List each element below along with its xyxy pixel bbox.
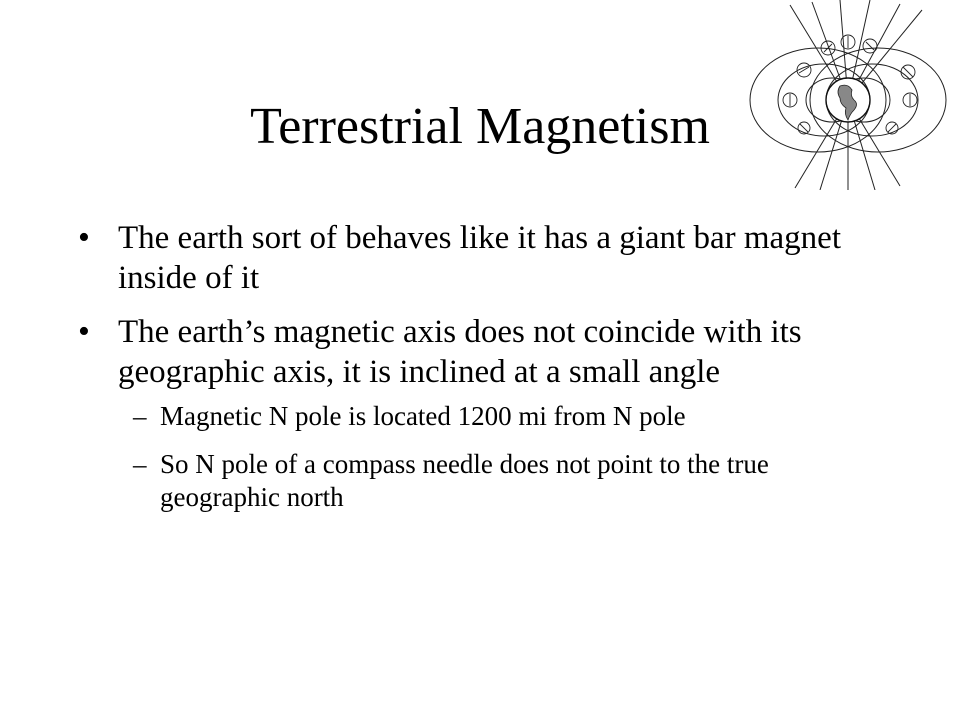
magnetic-field-globe-icon bbox=[740, 0, 955, 190]
bullet-item bbox=[0, 218, 960, 298]
sub-bullet-list bbox=[0, 400, 960, 514]
bullet-list bbox=[0, 218, 960, 529]
sub-bullet-text: Magnetic N pole is located 1200 mi from N pole bbox=[160, 401, 686, 431]
bullet-marker: • bbox=[78, 313, 90, 350]
bullet-text: The earth’s magnetic axis does not coincide with its geographic axis, it is inclined at a small angle bbox=[118, 314, 802, 390]
sub-bullet-text: So N pole of a compass needle does not point to the true geographic north bbox=[160, 449, 769, 512]
sub-bullet-item bbox=[0, 448, 960, 514]
sub-bullet-marker: – bbox=[133, 449, 147, 479]
bullet-text: The earth sort of behaves like it has a giant bar magnet inside of it bbox=[118, 220, 841, 296]
sub-bullet-marker: – bbox=[133, 401, 147, 431]
bullet-item bbox=[0, 312, 960, 514]
slide-title: Terrestrial Magnetism bbox=[250, 98, 710, 155]
bullet-marker: • bbox=[78, 219, 90, 256]
sub-bullet-item bbox=[0, 400, 960, 433]
